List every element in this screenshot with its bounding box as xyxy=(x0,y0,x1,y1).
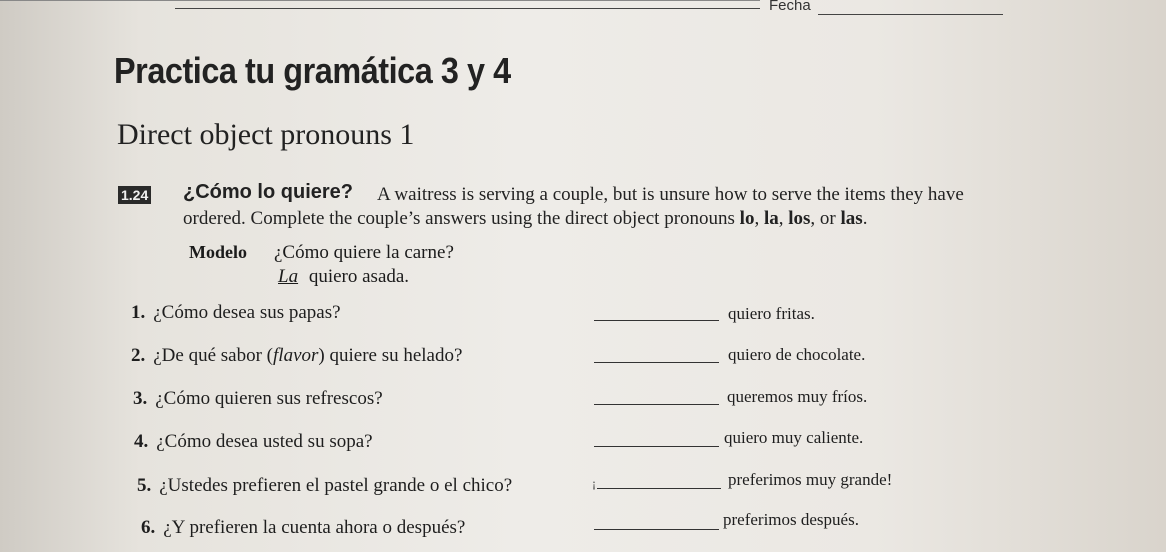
modelo-label: Modelo xyxy=(189,242,247,262)
separator: , or xyxy=(810,208,841,229)
activity-number-badge: 1.24 xyxy=(118,186,151,204)
question-text: ¿Ustedes prefieren el pastel grande o el chico? xyxy=(159,475,513,496)
separator: , xyxy=(754,208,764,229)
item-number: 6. xyxy=(141,517,156,538)
question-1 xyxy=(131,302,341,324)
fecha-label: Fecha xyxy=(769,0,811,14)
modelo-question: ¿Cómo quiere la carne? xyxy=(274,242,454,263)
answer-6: preferimos después. xyxy=(723,510,859,529)
item-number: 2. xyxy=(131,345,146,366)
question-4 xyxy=(134,431,373,453)
question-text: ¿Cómo quieren sus refrescos? xyxy=(155,388,383,409)
item-number: 3. xyxy=(133,388,148,409)
answer-blank-2[interactable] xyxy=(594,362,719,363)
pronoun-los: los xyxy=(788,208,811,229)
question-3 xyxy=(133,388,383,410)
modelo-answer-rest: quiero asada. xyxy=(308,266,410,287)
question-5 xyxy=(137,475,512,497)
instructions-text: ordered. Complete the couple’s answers using the direct object pronouns xyxy=(183,208,740,229)
modelo-answer-blank: La xyxy=(278,266,299,287)
answer-blank-3[interactable] xyxy=(594,404,719,405)
pronoun-las: las xyxy=(840,208,863,229)
activity-heading: ¿Cómo lo quiere? xyxy=(183,181,353,203)
pronoun-la: la xyxy=(763,208,779,229)
question-text: ¿Cómo desea sus papas? xyxy=(153,302,341,323)
fecha-line xyxy=(818,14,1003,15)
answer-blank-4[interactable] xyxy=(594,446,719,447)
answer-blank-6[interactable] xyxy=(594,529,719,530)
item-number: 4. xyxy=(134,431,149,452)
answer-blank-1[interactable] xyxy=(594,320,719,321)
instructions-line-1: A waitress is serving a couple, but is unsure how to serve the items they have xyxy=(377,184,964,205)
answer-5: preferimos muy grande! xyxy=(728,470,893,489)
question-text: ¿Cómo desea usted su sopa? xyxy=(156,431,373,452)
answer-3: queremos muy fríos. xyxy=(727,387,868,406)
question-6 xyxy=(141,517,465,539)
question-text: ) quiere su helado? xyxy=(318,345,463,366)
page-title: Practica tu gramática 3 y 4 xyxy=(114,50,511,91)
question-italic: flavor xyxy=(273,345,319,366)
name-line xyxy=(175,8,760,9)
pronoun-lo: lo xyxy=(739,208,755,229)
section-subtitle: Direct object pronouns 1 xyxy=(117,118,415,151)
question-2 xyxy=(131,345,462,367)
question-text: ¿De qué sabor ( xyxy=(153,345,274,366)
separator: , xyxy=(778,208,789,229)
item-number: 5. xyxy=(137,475,152,496)
modelo-answer xyxy=(272,266,409,288)
item-number: 1. xyxy=(131,302,146,323)
answer-blank-5[interactable] xyxy=(597,488,721,489)
answer-4: quiero muy caliente. xyxy=(724,428,864,447)
answer-prefix-5: ¡ xyxy=(592,476,596,490)
header-top-rule xyxy=(0,0,760,1)
question-text: ¿Y prefieren la cuenta ahora o después? xyxy=(163,517,466,538)
period: . xyxy=(862,208,868,229)
answer-2: quiero de chocolate. xyxy=(728,345,866,364)
answer-1: quiero fritas. xyxy=(728,304,815,323)
instructions-line-2 xyxy=(183,208,867,230)
